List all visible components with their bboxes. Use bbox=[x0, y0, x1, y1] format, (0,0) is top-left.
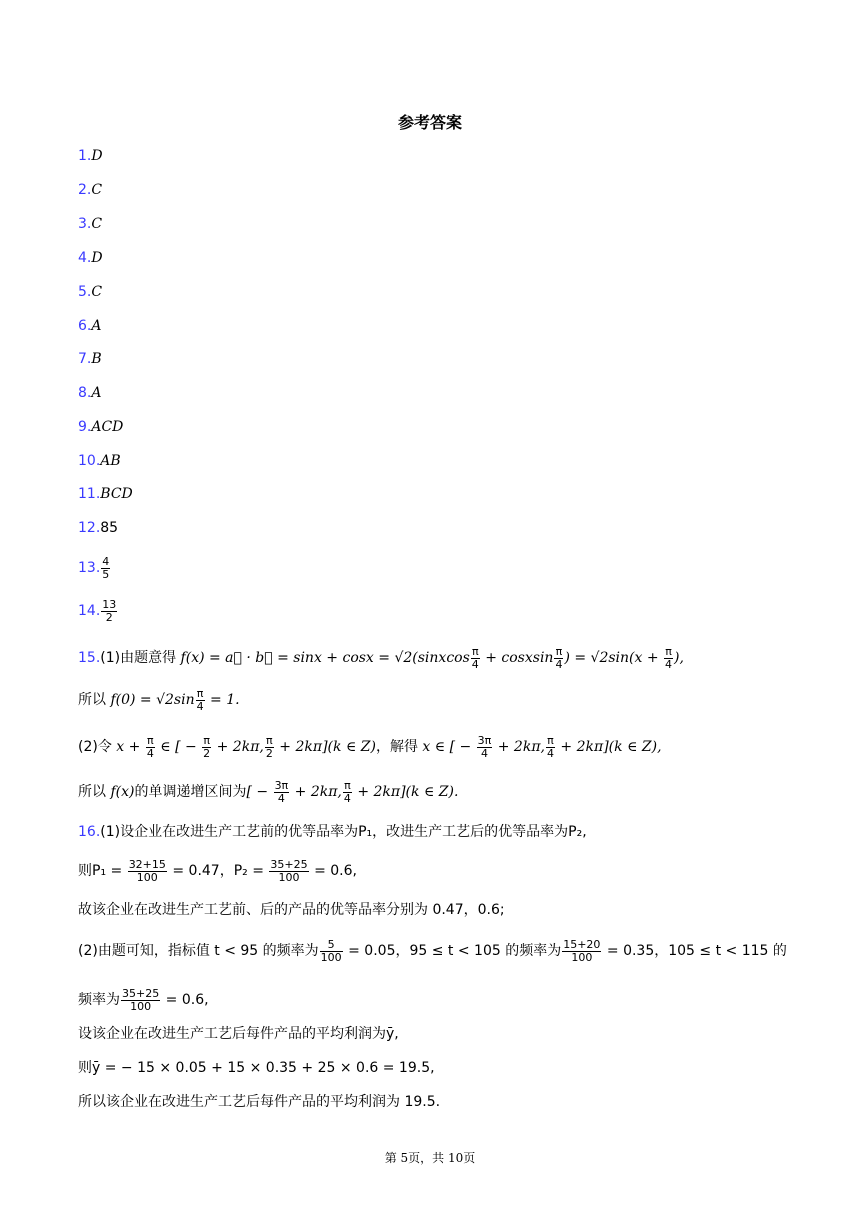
fraction-denominator: 2 bbox=[203, 746, 211, 760]
page-title: 参考答案 bbox=[397, 113, 462, 132]
answer-item bbox=[78, 282, 102, 302]
fraction-numerator: π bbox=[196, 686, 204, 700]
fraction-numerator: 35+25 bbox=[270, 857, 308, 871]
formula: ) = √2sin(x + bbox=[564, 650, 664, 666]
q16-line-6: 设该企业在改进生产工艺后每件产品的平均利润为ȳ, bbox=[78, 1026, 399, 1042]
q16-line-2 bbox=[78, 857, 357, 885]
formula: = 1. bbox=[205, 692, 240, 708]
fraction-denominator: 100 bbox=[136, 870, 158, 884]
answer-text: C bbox=[91, 182, 103, 198]
fraction-denominator: 4 bbox=[665, 657, 673, 671]
formula: + 2kπ](k ∈ Z), bbox=[555, 739, 662, 755]
fraction-denominator: 5 bbox=[102, 568, 110, 582]
fraction-denominator: 4 bbox=[277, 791, 285, 805]
formula: + 2kπ, bbox=[493, 739, 545, 755]
text: 所以 bbox=[78, 692, 111, 708]
answer-item bbox=[78, 214, 102, 234]
q16-line-5 bbox=[78, 986, 209, 1014]
fraction-denominator: 100 bbox=[130, 999, 152, 1013]
fraction-numerator: 15+20 bbox=[563, 937, 601, 951]
q16-line-1 bbox=[78, 822, 587, 842]
answer-item bbox=[78, 484, 133, 504]
answer-fraction bbox=[101, 556, 110, 581]
fraction-numerator: π bbox=[266, 733, 273, 747]
fraction-numerator: 3π bbox=[274, 778, 289, 792]
formula: ), bbox=[674, 650, 684, 666]
answer-item bbox=[78, 554, 111, 582]
fraction-numerator: 35+25 bbox=[122, 986, 160, 1000]
text: = 0.35，105 ≤ t < 115 的 bbox=[602, 943, 787, 959]
fraction bbox=[343, 780, 352, 805]
formula: + 2kπ](k ∈ Z) bbox=[274, 739, 376, 755]
q16-line-4 bbox=[78, 937, 787, 965]
fraction-numerator: 13 bbox=[102, 598, 117, 612]
q15-line-3 bbox=[78, 733, 662, 761]
formula: ∈ [ − bbox=[155, 739, 202, 755]
answer-item bbox=[78, 383, 101, 403]
fraction-numerator: π bbox=[203, 733, 210, 747]
fraction-denominator: 4 bbox=[343, 791, 351, 805]
fraction-denominator: 4 bbox=[196, 699, 204, 713]
question-number: 12. bbox=[78, 520, 101, 536]
fraction bbox=[274, 780, 290, 805]
question-number: 8. bbox=[78, 385, 92, 401]
fraction bbox=[265, 735, 274, 760]
answer-text: C bbox=[91, 284, 103, 300]
formula: [ − bbox=[246, 784, 273, 800]
formula: + 2kπ, bbox=[290, 784, 342, 800]
formula: x ∈ [ − bbox=[422, 739, 476, 755]
answer-item bbox=[78, 146, 103, 166]
question-number: 3. bbox=[78, 216, 92, 232]
text: = 0.05，95 ≤ t < 105 的频率为 bbox=[343, 943, 562, 959]
fraction-numerator: 32+15 bbox=[128, 857, 166, 871]
question-number: 1. bbox=[78, 148, 92, 164]
fraction-numerator: π bbox=[471, 644, 479, 658]
text: = 0.47，P₂ = bbox=[167, 863, 269, 879]
text: (2)令 bbox=[78, 739, 117, 755]
answer-item bbox=[78, 180, 102, 200]
formula: f(x) bbox=[110, 784, 135, 800]
fraction bbox=[196, 688, 205, 713]
fraction-denominator: 100 bbox=[571, 950, 593, 964]
fraction bbox=[202, 735, 211, 760]
answer-item bbox=[78, 451, 121, 471]
fraction bbox=[121, 988, 160, 1013]
fraction-denominator: 4 bbox=[546, 746, 554, 760]
text: (1)设企业在改进生产工艺前的优等品率为P₁，改进生产工艺后的优等品率为P₂, bbox=[100, 824, 587, 840]
fraction-denominator: 100 bbox=[278, 870, 300, 884]
fraction bbox=[664, 646, 673, 671]
question-number: 10. bbox=[78, 453, 101, 469]
fraction-numerator: π bbox=[344, 778, 351, 792]
question-number: 6. bbox=[78, 318, 92, 334]
q16-line-8: 所以该企业在改进生产工艺后每件产品的平均利润为 19.5. bbox=[78, 1094, 441, 1110]
answer-item bbox=[78, 597, 118, 625]
answer-text: D bbox=[91, 250, 103, 266]
fraction bbox=[128, 859, 167, 884]
fraction-denominator: 4 bbox=[555, 657, 563, 671]
question-number: 11. bbox=[78, 486, 101, 502]
text: 的单调递增区间为 bbox=[134, 784, 247, 800]
fraction-denominator: 4 bbox=[480, 746, 488, 760]
q16-line-3: 故该企业在改进生产工艺前、后的产品的优等品率分别为 0.47，0.6; bbox=[78, 902, 505, 918]
formula: x + bbox=[116, 739, 145, 755]
fraction-numerator: π bbox=[665, 644, 672, 658]
question-number: 4. bbox=[78, 250, 92, 266]
formula: + cosxsin bbox=[480, 650, 554, 666]
question-number: 14. bbox=[78, 603, 101, 619]
fraction bbox=[471, 646, 480, 671]
fraction bbox=[554, 646, 563, 671]
fraction-denominator: 4 bbox=[146, 746, 154, 760]
q15-line-2 bbox=[78, 686, 240, 714]
question-number: 15. bbox=[78, 650, 101, 666]
q16-line-7: 则ȳ = − 15 × 0.05 + 15 × 0.35 + 25 × 0.6 = 19.5, bbox=[78, 1060, 435, 1076]
fraction-denominator: 2 bbox=[105, 611, 113, 625]
answer-text: A bbox=[91, 385, 102, 401]
answer-item bbox=[78, 349, 102, 369]
formula: + 2kπ](k ∈ Z). bbox=[352, 784, 459, 800]
text: = 0.6, bbox=[309, 863, 357, 879]
q15-line-4 bbox=[78, 778, 458, 806]
fraction bbox=[320, 939, 343, 964]
answer-text: 85 bbox=[100, 520, 119, 536]
answer-item bbox=[78, 316, 101, 336]
question-number: 13. bbox=[78, 560, 101, 576]
text: 则P₁ = bbox=[78, 863, 127, 879]
fraction bbox=[146, 735, 155, 760]
text: 频率为 bbox=[78, 992, 120, 1008]
fraction-numerator: π bbox=[555, 644, 563, 658]
page-footer: 第 5页，共 10页 bbox=[384, 1151, 476, 1165]
fraction-denominator: 2 bbox=[265, 746, 273, 760]
answer-item bbox=[78, 518, 118, 538]
answer-text: ACD bbox=[91, 419, 124, 435]
text: = 0.6, bbox=[161, 992, 209, 1008]
answer-fraction bbox=[101, 599, 117, 624]
text: 所以 bbox=[78, 784, 111, 800]
formula: f(x) = a⃗ · b⃗ = sinx + cosx = √2(sinxcos bbox=[180, 650, 470, 666]
fraction-numerator: 4 bbox=[102, 555, 110, 569]
answer-text: AB bbox=[100, 453, 121, 469]
fraction bbox=[546, 735, 555, 760]
question-number: 2. bbox=[78, 182, 92, 198]
question-number: 5. bbox=[78, 284, 92, 300]
question-number: 9. bbox=[78, 419, 92, 435]
answer-text: D bbox=[91, 148, 103, 164]
fraction-numerator: π bbox=[147, 733, 154, 747]
fraction-denominator: 4 bbox=[471, 657, 479, 671]
answer-text: C bbox=[91, 216, 103, 232]
fraction-numerator: π bbox=[547, 733, 554, 747]
fraction-numerator: 5 bbox=[320, 939, 343, 952]
fraction-denominator: 100 bbox=[320, 950, 342, 964]
fraction bbox=[269, 859, 308, 884]
formula: f(0) = √2sin bbox=[110, 692, 195, 708]
fraction bbox=[562, 939, 601, 964]
fraction-numerator: 3π bbox=[477, 733, 492, 747]
text: (2)由题可知，指标值 t < 95 的频率为 bbox=[78, 943, 319, 959]
question-number: 16. bbox=[78, 824, 101, 840]
answer-text: A bbox=[91, 318, 102, 334]
answer-text: B bbox=[91, 351, 102, 367]
text: (1)由题意得 bbox=[100, 650, 181, 666]
fraction bbox=[477, 735, 493, 760]
text: ，解得 bbox=[375, 739, 423, 755]
question-number: 7. bbox=[78, 351, 92, 367]
answer-item bbox=[78, 248, 103, 268]
answer-item bbox=[78, 417, 123, 437]
answer-text: BCD bbox=[100, 486, 133, 502]
q15-line-1 bbox=[78, 644, 684, 672]
formula: + 2kπ, bbox=[212, 739, 264, 755]
